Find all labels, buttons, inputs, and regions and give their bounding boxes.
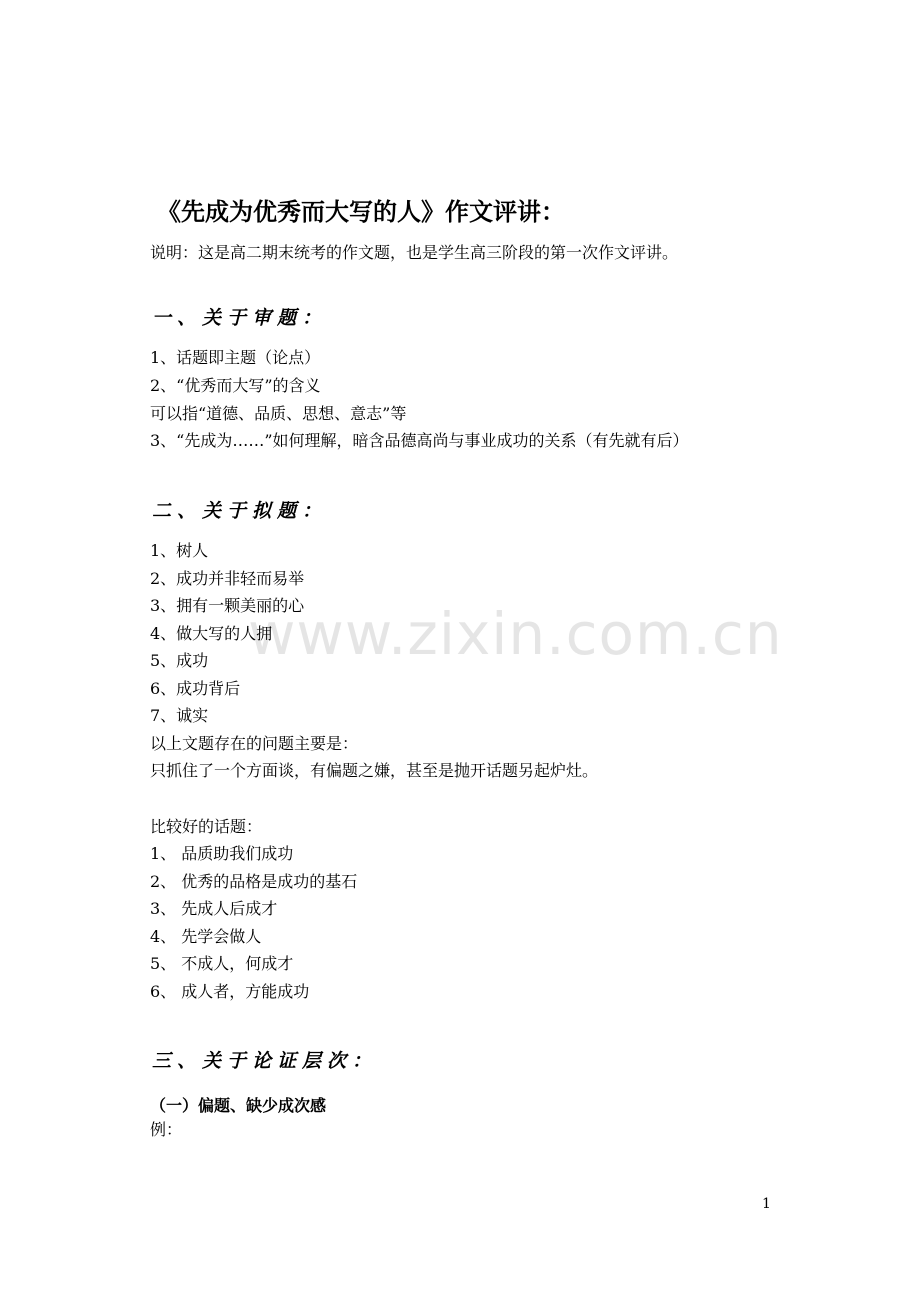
better-topics-heading: 比较好的话题： — [150, 817, 263, 836]
section-1-line: 3、“先成为……”如何理解，暗含品德高尚与事业成功的关系（有先就有后） — [150, 431, 689, 450]
section-2-line: 5、成功 — [150, 651, 209, 670]
better-topic-item: 3、 先成人后成才 — [150, 899, 278, 918]
section-3-subheading: （一）偏题、缺少成次感 — [150, 1096, 327, 1115]
section-1-line: 可以指“道德、品质、思想、意志”等 — [150, 404, 407, 423]
better-topic-item: 1、 品质助我们成功 — [150, 844, 294, 863]
section-2-heading: 二、关于拟题： — [152, 500, 328, 522]
section-2-line: 只抓住了一个方面谈，有偏题之嫌，甚至是抛开话题另起炉灶。 — [150, 761, 599, 780]
section-2-line: 3、拥有一颗美丽的心 — [150, 596, 305, 615]
better-topic-item: 2、 优秀的品格是成功的基石 — [150, 872, 358, 891]
section-2-line: 以上文题存在的问题主要是： — [150, 734, 359, 753]
section-1-line: 1、话题即主题（论点） — [150, 348, 321, 367]
section-2-line: 7、诚实 — [150, 706, 209, 725]
better-topic-item: 6、 成人者，方能成功 — [150, 982, 310, 1001]
section-2-line: 6、成功背后 — [150, 679, 241, 698]
example-label: 例： — [150, 1120, 183, 1139]
watermark: www.zixin.com.cn — [248, 600, 783, 668]
section-2-line: 1、树人 — [150, 541, 209, 560]
section-3-heading: 三、关于论证层次： — [152, 1050, 378, 1072]
better-topic-item: 5、 不成人，何成才 — [150, 954, 294, 973]
page-number: 1 — [762, 1196, 771, 1212]
better-topic-item: 4、 先学会做人 — [150, 927, 262, 946]
section-2-line: 4、做大写的人拥 — [150, 624, 273, 643]
document-title: 《先成为优秀而大写的人》作文评讲： — [157, 198, 565, 226]
section-2-line: 2、成功并非轻而易举 — [150, 569, 305, 588]
section-1-line: 2、“优秀而大写”的含义 — [150, 376, 321, 395]
section-1-heading: 一、关于审题： — [152, 307, 328, 329]
document-note: 说明：这是高二期末统考的作文题，也是学生高三阶段的第一次作文评讲。 — [150, 243, 679, 262]
